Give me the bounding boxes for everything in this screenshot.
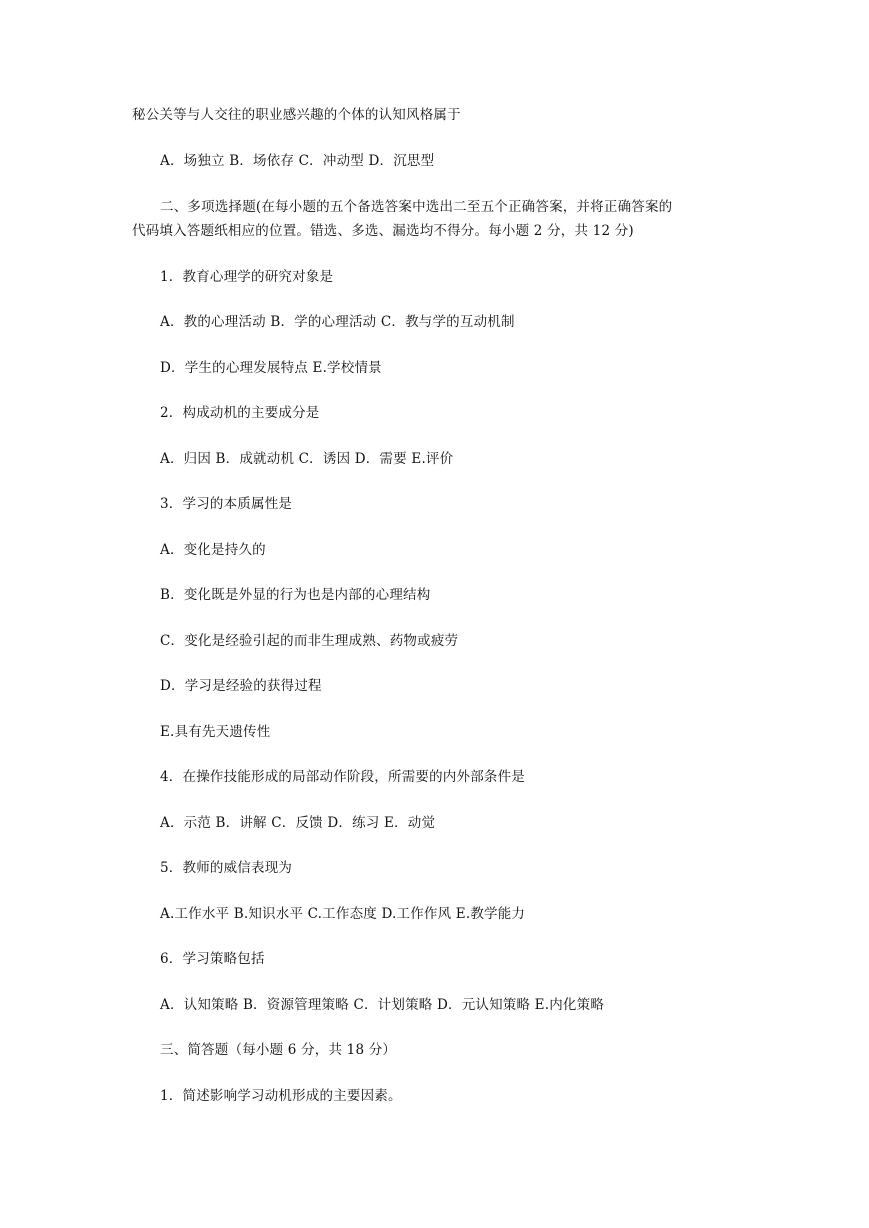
question-stem-cognitive-style: 秘公关等与人交往的职业感兴趣的个体的认知风格属于: [132, 107, 461, 123]
section-heading-short-answer: 三、简答题（每小题 6 分，共 18 分）: [160, 1042, 397, 1058]
question-3-option-c: C．变化是经验引起的而非生理成熟、药物或疲劳: [160, 633, 459, 649]
question-2-options: A．归因 B．成就动机 C．诱因 D．需要 E.评价: [160, 451, 454, 467]
question-5-stem: 5．教师的威信表现为: [160, 860, 293, 876]
question-3-option-a: A．变化是持久的: [160, 542, 266, 558]
question-1-options-b: D．学生的心理发展特点 E.学校情景: [160, 360, 382, 376]
question-1-options-a: A．教的心理活动 B．学的心理活动 C．教与学的互动机制: [160, 314, 515, 330]
question-3-option-e: E.具有先天遗传性: [160, 724, 271, 740]
question-4-options: A．示范 B．讲解 C．反馈 D．练习 E．动觉: [160, 815, 436, 831]
options-cognitive-style: A．场独立 B．场依存 C．冲动型 D．沉思型: [160, 153, 435, 169]
question-6-options: A．认知策略 B．资源管理策略 C．计划策略 D．元认知策略 E.内化策略: [160, 997, 605, 1013]
question-3-stem: 3．学习的本质属性是: [160, 496, 293, 512]
section-heading-multiple-choice: 二、多项选择题(在每小题的五个备选答案中选出二至五个正确答案，并将正确答案的: [160, 199, 673, 215]
question-5-options: A.工作水平 B.知识水平 C.工作态度 D.工作作风 E.教学能力: [160, 906, 526, 922]
question-3-option-b: B．变化既是外显的行为也是内部的心理结构: [160, 587, 431, 603]
question-2-stem: 2．构成动机的主要成分是: [160, 405, 320, 421]
question-3-option-d: D．学习是经验的获得过程: [160, 678, 322, 694]
question-1-stem: 1．教育心理学的研究对象是: [160, 269, 334, 285]
question-6-stem: 6．学习策略包括: [160, 951, 265, 967]
section-heading-multiple-choice-cont: 代码填入答题纸相应的位置。错选、多选、漏选均不得分。每小题 2 分，共 12 分): [132, 223, 634, 239]
short-answer-question-1: 1．简述影响学习动机形成的主要因素。: [160, 1088, 402, 1104]
question-4-stem: 4．在操作技能形成的局部动作阶段，所需要的内外部条件是: [160, 769, 525, 785]
